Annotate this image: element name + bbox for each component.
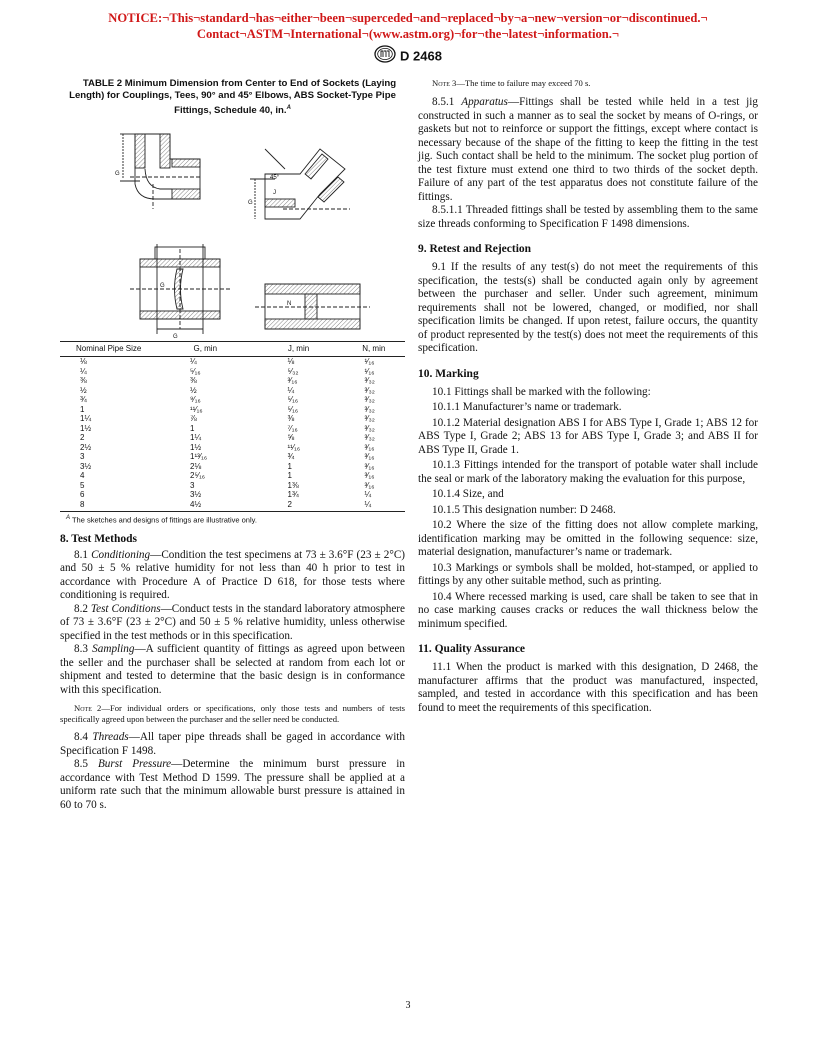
- table-cell: ³⁄₃₂: [364, 414, 375, 424]
- sketch-label-g-3: G: [160, 283, 165, 290]
- table-cell: 8: [60, 500, 156, 512]
- table-cell: ¹¹⁄₁₆: [287, 442, 301, 452]
- tee-sketch: [130, 244, 230, 334]
- header-g-min: G, min: [156, 342, 255, 357]
- table-cell: 1¹³⁄₁₆: [190, 452, 208, 462]
- table-row: [60, 376, 405, 386]
- table-cell: 2: [255, 500, 343, 512]
- table-cell: 6: [80, 490, 85, 500]
- table-cell: ⁹⁄₁₆: [190, 395, 201, 405]
- table-row: [60, 471, 405, 481]
- page-number: 3: [405, 1000, 411, 1011]
- table-cell: ⅜: [287, 414, 295, 424]
- table-row: [60, 386, 405, 396]
- table-cell: 5: [80, 480, 85, 490]
- table-cell: 3½: [80, 461, 92, 471]
- table-row: [60, 424, 405, 434]
- table-cell: ³⁄₃₂: [364, 433, 375, 443]
- para-8-5-1: 8.5.1 Apparatus—Fittings shall be tested while held in a test jig constructed in such a manner as to seal the socket by means of O-rings, or gaskets but not to reinforce or support the fittings, except where contact is necessary because of the shape of the fitting to keep the fitting in the test jig. Such contact shall be held to the minimum. The socket plug portion of the test fixture must extend one third to two thirds of the socket depth. Failure of any part of the test apparatus does not constitute failure of the fittings.: [418, 96, 758, 203]
- table-cell: ¼: [287, 385, 295, 395]
- table-cell: 2: [80, 433, 85, 443]
- table-cell: ¹⁄₁₆: [364, 366, 375, 376]
- table-cell: ½: [80, 385, 87, 395]
- table-cell: ¼: [190, 357, 197, 367]
- table-cell: ¼: [343, 500, 406, 512]
- table-row: [60, 481, 405, 491]
- table-cell: 1: [287, 461, 292, 471]
- table-cell: ⅛: [80, 357, 87, 367]
- table-row: [60, 405, 405, 415]
- table-cell: ¹⁄₁₆: [364, 357, 375, 367]
- para-10-4: 10.4 Where recessed marking is used, care shall be taken to see that in no case marking causes cracks or reduces the wall thickness below the minimum specified.: [418, 590, 758, 630]
- table-row: [60, 500, 405, 512]
- sketch-label-j: J: [273, 190, 276, 197]
- table-cell: ⁵⁄₃₂: [287, 366, 299, 376]
- table-header-row: [60, 342, 405, 357]
- coupling-sketch: [255, 284, 370, 329]
- table-cell: ⅜: [80, 376, 87, 386]
- table-row: [60, 357, 405, 367]
- para-10-1-1: 10.1.1 Manufacturer’s name or trademark.: [432, 401, 622, 413]
- table-cell: ⅜: [190, 376, 197, 386]
- table-cell: ³⁄₃₂: [364, 404, 375, 414]
- table-row: [60, 367, 405, 377]
- table-row: [60, 414, 405, 424]
- table-cell: ⁵⁄₁₆: [287, 404, 299, 414]
- page-header: [0, 45, 816, 67]
- table-row: [60, 443, 405, 453]
- table-cell: 3: [190, 480, 195, 490]
- para-8-5: 8.5 Burst Pressure—Determine the minimum burst pressure in accordance with Test Method D 1599. The pressure shall be applied at a uniform rate such that the minimum allowable burst pressure is attained in 60 to 70 s.: [60, 758, 405, 811]
- elbow-90-sketch: [120, 134, 200, 209]
- section-9-heading: 9. Retest and Rejection: [418, 243, 532, 255]
- table-cell: 1½: [190, 442, 202, 452]
- para-8-5-1-1: 8.5.1.1 Threaded fittings shall be tested by assembling them to the same size threads conforming to Specification F 1498 dimensions.: [418, 204, 758, 230]
- fitting-sketches: [60, 119, 405, 341]
- table-row: [60, 452, 405, 462]
- note-2: Note 2—For individual orders or specifications, only those tests and numbers of tests specifically agreed upon between the purchaser and the seller need be conducted.: [60, 703, 405, 725]
- para-9-1: 9.1 If the results of any test(s) do not meet the requirements of this specification, the tests(s) shall be conducted again only by agreement between the purchaser and seller. Under such agreement, minimum requirements shall not be lowered, changed, or modified, nor shall specification limits be changed. If upon retest, failure occurs, the quantity of product represented by the test(s) does not meet the requirements of this specification.: [418, 261, 758, 354]
- elbow-45-sketch: [250, 149, 350, 219]
- table-cell: ⁷⁄₁₆: [287, 423, 298, 433]
- table-cell: 4: [80, 471, 85, 481]
- table-cell: 3½: [190, 490, 202, 500]
- table-2-caption: TABLE 2 Minimum Dimension from Center to End of Sockets (Laying Length) for Couplings, Tees, 90° and 45° Elbows, ABS Socket-Type Pipe Fittings, Schedule 40, in.$^A$: [69, 78, 397, 117]
- table-cell: 2½: [80, 442, 92, 452]
- sketch-label-g-1: G: [115, 171, 120, 178]
- para-8-4: 8.4 Threads—All taper pipe threads shall be gaged in accordance with Specification F 1498.: [60, 731, 406, 757]
- table-cell: ¾: [80, 395, 87, 405]
- table-cell: 1¾: [287, 490, 299, 500]
- table-cell: 1¼: [80, 414, 92, 424]
- section-10-heading: 10. Marking: [418, 367, 479, 380]
- header-j-min: J, min: [255, 342, 343, 357]
- notice-line-2: Contact¬ASTM¬International¬(www.astm.org)¬for¬the¬latest¬information.¬: [196, 27, 620, 41]
- table-cell: ⅞: [190, 414, 197, 424]
- table-cell: 1½: [80, 423, 92, 433]
- notice-line-1: NOTICE:¬This¬standard¬has¬either¬been¬superceded¬and¬replaced¬by¬a¬new¬version¬or¬discontinued.¬: [108, 11, 708, 25]
- para-10-1-4: 10.1.4 Size, and: [432, 488, 504, 500]
- table-cell: ³⁄₃₂: [364, 385, 375, 395]
- para-8-1: 8.1 Conditioning—Condition the test specimens at 73 ± 3.6°F (23 ± 2°C) and 50 ± 5 % relative humidity for not less than 40 h prior to test in accordance with Procedure A of Practice D 618, for those tests where conditioning is required.: [60, 548, 406, 602]
- table-cell: 3: [80, 452, 85, 462]
- table-cell: ⁵⁄₁₆: [190, 366, 201, 376]
- right-column: [418, 78, 758, 715]
- table-cell: ⅝: [287, 433, 295, 443]
- table-cell: 1: [287, 471, 292, 481]
- para-10-3: 10.3 Markings or symbols shall be molded, hot-stamped, or applied to fittings by any other suitable method, such as printing.: [418, 561, 758, 587]
- designation-number: D 2468: [400, 48, 442, 64]
- table-cell: ⁵⁄₁₆: [287, 395, 299, 405]
- table-cell: ¼: [80, 366, 87, 376]
- table-cell: 4½: [156, 500, 255, 512]
- section-11-heading: 11. Quality Assurance: [418, 643, 526, 655]
- table-cell: ¾: [287, 452, 295, 462]
- dimension-table: [60, 341, 405, 512]
- left-column: [60, 78, 405, 812]
- astm-logo-icon: [374, 45, 396, 67]
- para-11-1: 11.1 When the product is marked with this designation, D 2468, the manufacturer affirms that the product was manufactured, inspected, sampled, and tested in accordance with this specification and has been found to meet the requirements of this specification.: [418, 661, 758, 714]
- para-8-2: 8.2 Test Conditions—Conduct tests in the standard laboratory atmosphere of 73 ± 3.6°F (23 ± 2°C) and 50 ± 5 % relative humidity, unless otherwise specified in the test methods or in this specification.: [60, 602, 405, 642]
- table-cell: ³⁄₃₂: [364, 423, 375, 433]
- sketch-label-g-2: G: [248, 200, 253, 207]
- sketch-label-g-4: G: [173, 334, 178, 341]
- sketch-label-n: N: [287, 301, 292, 308]
- header-n-min: N, min: [343, 342, 406, 357]
- para-10-1-5: 10.1.5 This designation number: D 2468.: [432, 503, 616, 516]
- table-cell: ½: [190, 385, 197, 395]
- table-cell: 2⁵⁄₁₆: [190, 471, 206, 481]
- table-row: [60, 395, 405, 405]
- note-3: Note 3—The time to failure may exceed 70 s.: [432, 78, 591, 88]
- table-cell: ⅛: [287, 357, 295, 367]
- table-cell: ³⁄₃₂: [364, 395, 375, 405]
- sketch-label-angle: 45°: [270, 175, 280, 182]
- section-8-heading: 8. Test Methods: [60, 532, 137, 545]
- para-8-3: 8.3 Sampling—A sufficient quantity of fittings as agreed upon between the seller and the purchaser shall be selected at random from each lot or shipment and tested to determine that the basic design is in conformance with this specification.: [60, 643, 406, 696]
- table-cell: ³⁄₁₆: [364, 442, 375, 452]
- para-10-2: 10.2 Where the size of the fitting does not allow complete marking, identification marking may be omitted in the following sequence: size, material designation, manufacturer’s name or trademark.: [418, 519, 758, 558]
- table-cell: 1⅜: [287, 480, 299, 490]
- table-cell: ³⁄₁₆: [364, 461, 375, 471]
- table-cell: 1: [80, 404, 85, 414]
- header-nominal-pipe-size: Nominal Pipe Size: [60, 342, 156, 357]
- table-footnote: $^A$ The sketches and designs of fittings are illustrative only.: [66, 515, 257, 525]
- table-cell: ¹¹⁄₁₆: [190, 404, 203, 414]
- table-cell: 2⅛: [190, 461, 202, 471]
- para-10-1: 10.1 Fittings shall be marked with the following:: [432, 385, 651, 398]
- table-cell: ¼: [364, 490, 372, 500]
- para-10-1-2: 10.1.2 Material designation ABS I for ABS Type I, Grade 1; ABS 12 for ABS Type I, Grade 2; ABS 13 for ABS Type I, Grade 3; and ABS II for ABS Type II, Grade 1.: [418, 416, 758, 456]
- table-row: [60, 490, 405, 500]
- table-row: [60, 462, 405, 472]
- table-cell: ³⁄₁₆: [364, 480, 375, 490]
- para-10-1-3: 10.1.3 Fittings intended for the transport of potable water shall include the seal or mark of the laboratory making the evaluation for this purpose,: [418, 459, 758, 485]
- table-cell: ³⁄₁₆: [287, 376, 298, 386]
- table-cell: 1¼: [190, 433, 202, 443]
- table-cell: ³⁄₃₂: [364, 376, 375, 386]
- table-cell: 1: [190, 423, 195, 433]
- table-cell: ³⁄₁₆: [364, 471, 375, 481]
- table-cell: ³⁄₁₆: [364, 452, 375, 462]
- table-row: [60, 433, 405, 443]
